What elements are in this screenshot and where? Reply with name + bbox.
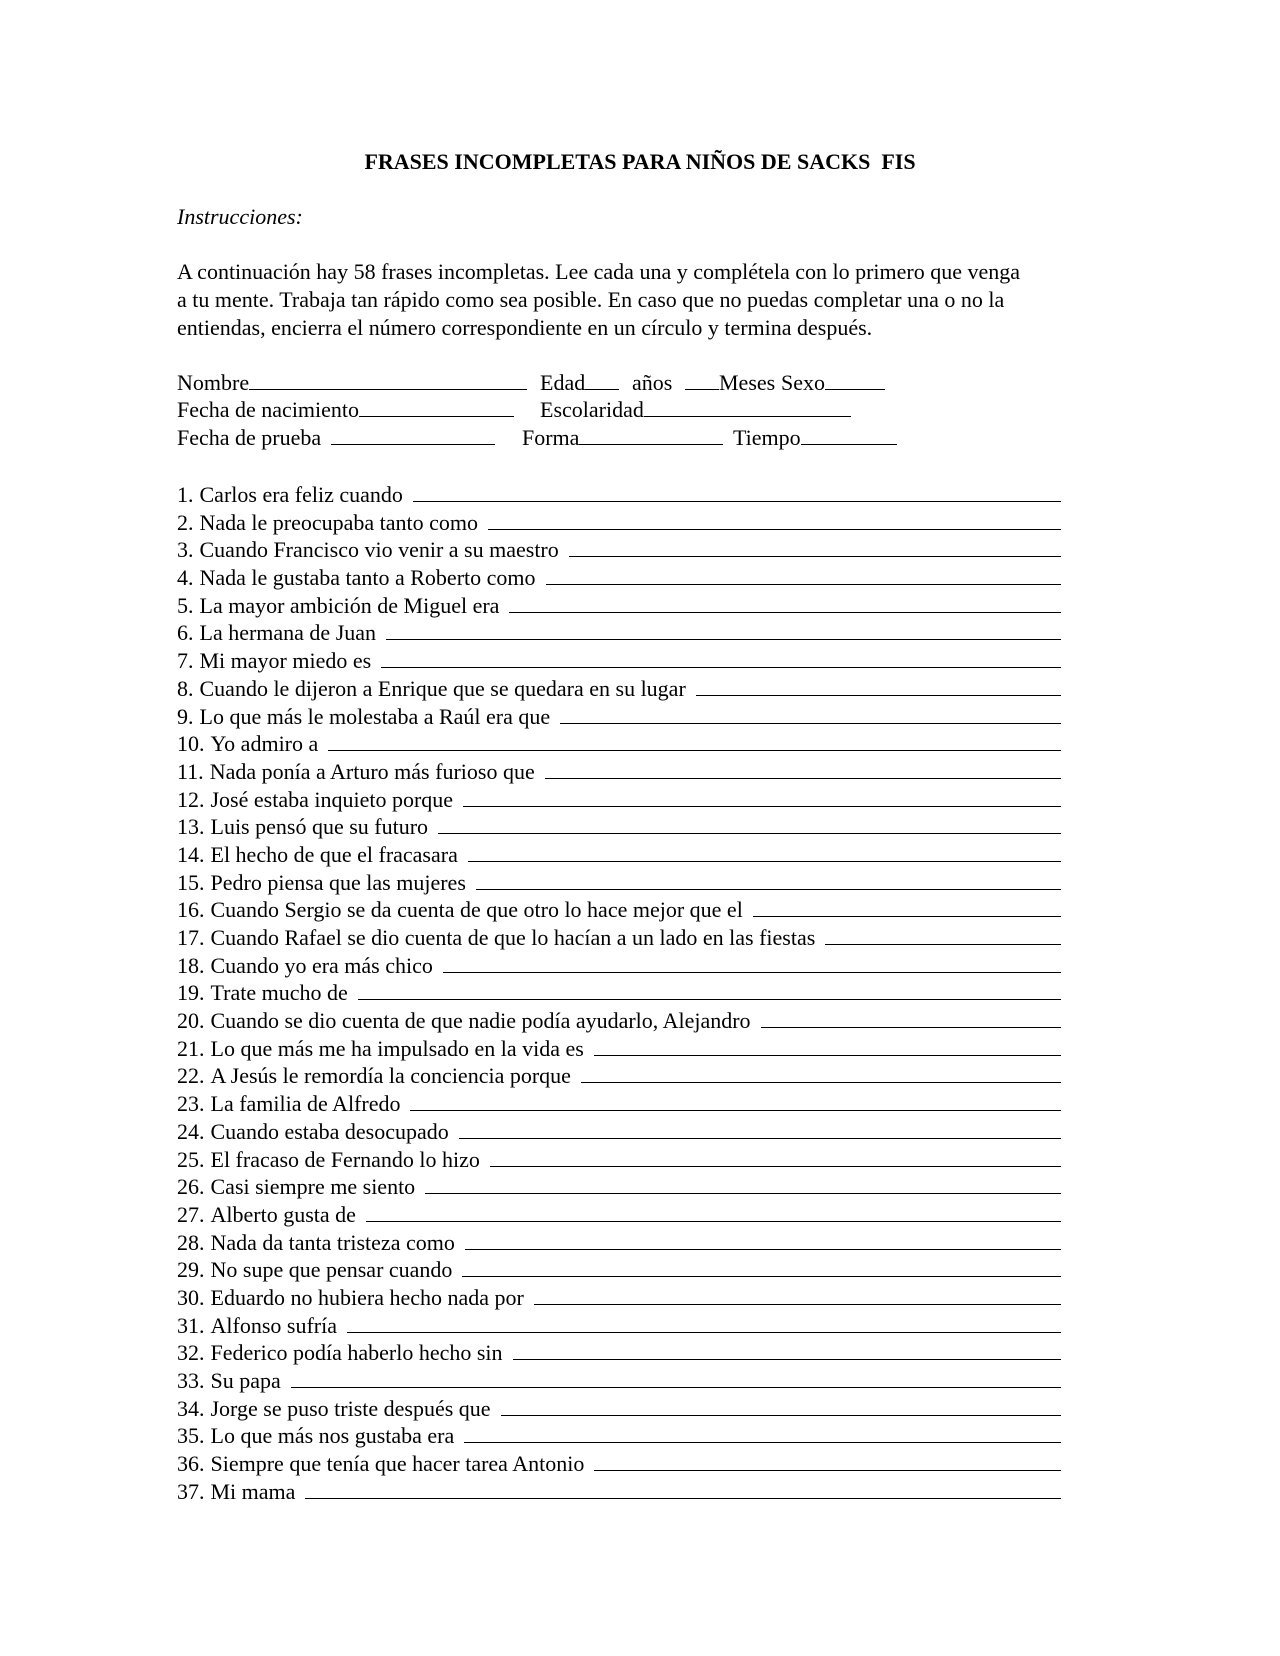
list-item: [177, 1478, 1061, 1506]
answer-blank[interactable]: [459, 1119, 1061, 1139]
fecha-nacimiento-blank[interactable]: [359, 396, 514, 417]
fecha-prueba-label: Fecha de prueba: [177, 425, 322, 450]
list-item: [177, 1256, 1061, 1284]
list-item: [177, 675, 1061, 703]
item-text: Lo que más me ha impulsado en la vida es: [210, 1035, 584, 1061]
answer-blank[interactable]: [291, 1368, 1061, 1388]
escolaridad-label: Escolaridad: [540, 397, 644, 422]
escolaridad-blank[interactable]: [644, 396, 851, 417]
list-item: [177, 841, 1061, 869]
list-item: [177, 1173, 1061, 1201]
item-number: 37.: [177, 1478, 205, 1504]
item-text: José estaba inquieto porque: [210, 786, 454, 812]
item-text: Siempre que tenía que hacer tarea Antonio: [210, 1451, 585, 1477]
edad-label: Edad: [540, 370, 586, 395]
answer-blank[interactable]: [546, 565, 1061, 585]
answer-blank[interactable]: [513, 1340, 1061, 1360]
item-text: Jorge se puso triste después que: [210, 1395, 491, 1421]
item-text: Eduardo no hubiera hecho nada por: [210, 1284, 524, 1310]
sexo-field[interactable]: [781, 369, 885, 397]
list-item: [177, 869, 1061, 897]
fecha-nacimiento-label: Fecha de nacimiento: [177, 397, 360, 422]
item-number: 15.: [177, 869, 205, 895]
answer-blank[interactable]: [501, 1396, 1061, 1416]
item-number: 16.: [177, 897, 205, 923]
list-item: [177, 481, 1061, 509]
item-number: 21.: [177, 1035, 205, 1061]
list-item: [177, 1201, 1061, 1229]
fecha-prueba-field[interactable]: [177, 424, 495, 452]
item-text: Cuando estaba desocupado: [210, 1118, 449, 1144]
answer-blank[interactable]: [425, 1174, 1061, 1194]
list-item: [177, 703, 1061, 731]
anos-field: [632, 369, 672, 397]
instructions-line: a tu mente. Trabaja tan rápido como sea posible. En caso que no puedas completar una o no la: [177, 287, 1005, 312]
item-text: Pedro piensa que las mujeres: [210, 869, 466, 895]
item-number: 3.: [177, 537, 194, 563]
instructions-line: A continuación hay 58 frases incompletas. Lee cada una y complétela con lo primero que venga: [177, 259, 1021, 284]
anos-label: años: [632, 370, 673, 395]
item-text: Luis pensó que su futuro: [210, 814, 429, 840]
item-text: Cuando le dijeron a Enrique que se quedara en su lugar: [199, 675, 686, 701]
list-item: [177, 979, 1061, 1007]
item-text: Alberto gusta de: [210, 1201, 356, 1227]
list-item: [177, 786, 1061, 814]
meses-field[interactable]: [685, 369, 775, 397]
answer-blank[interactable]: [761, 1008, 1061, 1028]
page-title: FRASES INCOMPLETAS PARA NIÑOS DE SACKS FIS: [364, 149, 916, 174]
forma-field[interactable]: [522, 424, 723, 452]
item-text: Casi siempre me siento: [210, 1174, 416, 1200]
item-number: 28.: [177, 1229, 205, 1255]
list-item: [177, 1284, 1061, 1312]
answer-blank[interactable]: [753, 897, 1061, 917]
fecha-nacimiento-field[interactable]: [177, 396, 514, 424]
forma-label: Forma: [522, 425, 580, 450]
list-item: [177, 536, 1061, 564]
nombre-field[interactable]: [177, 369, 527, 397]
edad-blank[interactable]: [585, 369, 619, 390]
sentence-list: [177, 481, 1061, 1505]
item-text: Cuando Rafael se dio cuenta de que lo hacían a un lado en las fiestas: [210, 925, 816, 950]
list-item: [177, 813, 1061, 841]
item-number: 2.: [177, 509, 194, 535]
list-item: [177, 509, 1061, 537]
answer-blank[interactable]: [560, 704, 1061, 724]
answer-blank[interactable]: [386, 620, 1061, 640]
list-item: [177, 1118, 1061, 1146]
item-number: 1.: [177, 482, 194, 507]
answer-blank[interactable]: [488, 510, 1061, 530]
item-text: Cuando Francisco vio venir a su maestro: [199, 537, 559, 563]
forma-blank[interactable]: [579, 424, 723, 445]
answer-blank[interactable]: [328, 731, 1061, 751]
list-item: [177, 952, 1061, 980]
list-item: [177, 1312, 1061, 1340]
list-item: [177, 1007, 1061, 1035]
item-number: 26.: [177, 1174, 205, 1200]
item-number: 24.: [177, 1118, 205, 1144]
item-text: Federico podía haberlo hecho sin: [210, 1340, 503, 1366]
answer-blank[interactable]: [366, 1202, 1061, 1222]
list-item: [177, 1422, 1061, 1450]
list-item: [177, 924, 1061, 952]
item-number: 27.: [177, 1201, 205, 1227]
item-number: 29.: [177, 1257, 205, 1283]
answer-blank[interactable]: [594, 1036, 1061, 1056]
item-text: Mi mama: [210, 1478, 296, 1504]
instructions-line: entiendas, encierra el número correspondiente en un círculo y termina después.: [177, 315, 873, 340]
item-number: 34.: [177, 1395, 205, 1421]
answer-blank[interactable]: [410, 1091, 1061, 1111]
list-item: [177, 592, 1061, 620]
meses-blank[interactable]: [685, 369, 719, 390]
meses-label: Meses: [719, 370, 776, 395]
item-text: Cuando Sergio se da cuenta de que otro lo hace mejor que el: [210, 897, 743, 923]
item-number: 9.: [177, 703, 194, 729]
item-text: Mi mayor miedo es: [199, 648, 372, 674]
answer-blank[interactable]: [305, 1479, 1061, 1499]
item-text: Nada da tanta tristeza como: [210, 1229, 455, 1255]
answer-blank[interactable]: [825, 925, 1061, 945]
item-text: A Jesús le remordía la conciencia porque: [210, 1063, 571, 1089]
escolaridad-field[interactable]: [540, 396, 851, 424]
item-text: La mayor ambición de Miguel era: [199, 592, 500, 618]
item-number: 23.: [177, 1091, 205, 1117]
list-item: [177, 1146, 1061, 1174]
item-number: 32.: [177, 1340, 205, 1366]
item-text: Lo que más le molestaba a Raúl era que: [199, 703, 551, 729]
item-text: Lo que más nos gustaba era: [210, 1423, 455, 1449]
item-text: La hermana de Juan: [199, 620, 377, 646]
item-text: No supe que pensar cuando: [210, 1257, 453, 1283]
item-number: 6.: [177, 620, 194, 646]
item-number: 11.: [177, 758, 204, 784]
item-number: 35.: [177, 1423, 205, 1449]
list-item: [177, 1367, 1061, 1395]
item-number: 30.: [177, 1284, 205, 1310]
list-item: [177, 730, 1061, 758]
item-text: Cuando se dio cuenta de que nadie podía ayudarlo, Alejandro: [210, 1008, 751, 1034]
item-number: 13.: [177, 814, 205, 840]
list-item: [177, 564, 1061, 592]
item-text: La familia de Alfredo: [210, 1091, 401, 1117]
list-item: [177, 896, 1061, 924]
edad-field[interactable]: [540, 369, 619, 397]
nombre-blank[interactable]: [249, 369, 527, 390]
answer-blank[interactable]: [476, 870, 1061, 890]
item-number: 22.: [177, 1063, 205, 1089]
item-number: 7.: [177, 648, 194, 674]
list-item: [177, 1229, 1061, 1257]
answer-blank[interactable]: [464, 1423, 1061, 1443]
item-number: 8.: [177, 675, 194, 701]
sexo-blank[interactable]: [825, 369, 885, 390]
item-text: Nada le gustaba tanto a Roberto como: [199, 565, 536, 591]
answer-blank[interactable]: [594, 1451, 1061, 1471]
item-text: Alfonso sufría: [210, 1312, 337, 1338]
list-item: [177, 619, 1061, 647]
answer-blank[interactable]: [465, 1230, 1061, 1250]
list-item: [177, 1450, 1061, 1478]
answer-blank[interactable]: [581, 1063, 1061, 1083]
item-text: Su papa: [210, 1368, 281, 1393]
answer-blank[interactable]: [534, 1285, 1061, 1305]
item-number: 5.: [177, 592, 194, 618]
answer-blank[interactable]: [413, 482, 1061, 502]
item-text: El hecho de que el fracasara: [210, 841, 458, 867]
answer-blank[interactable]: [468, 842, 1061, 862]
item-number: 17.: [177, 925, 205, 950]
list-item: [177, 647, 1061, 675]
item-text: Yo admiro a: [210, 731, 319, 757]
answer-blank[interactable]: [358, 980, 1061, 1000]
list-item: [177, 1339, 1061, 1367]
item-text: Cuando yo era más chico: [210, 952, 433, 978]
item-number: 33.: [177, 1368, 205, 1393]
tiempo-blank[interactable]: [801, 424, 897, 445]
nombre-label: Nombre: [177, 370, 250, 395]
list-item: [177, 758, 1061, 786]
item-text: Nada ponía a Arturo más furioso que: [209, 758, 535, 784]
answer-blank[interactable]: [347, 1313, 1061, 1333]
answer-blank[interactable]: [490, 1147, 1061, 1167]
instructions-heading: Instrucciones:: [177, 204, 303, 229]
answer-blank[interactable]: [463, 787, 1061, 807]
list-item: [177, 1090, 1061, 1118]
item-number: 31.: [177, 1312, 205, 1338]
list-item: [177, 1395, 1061, 1423]
answer-blank[interactable]: [545, 759, 1061, 779]
item-number: 20.: [177, 1008, 205, 1034]
list-item: [177, 1035, 1061, 1063]
answer-blank[interactable]: [696, 676, 1061, 696]
item-number: 25.: [177, 1146, 205, 1172]
item-text: Carlos era feliz cuando: [199, 482, 403, 507]
answer-blank[interactable]: [462, 1257, 1061, 1277]
item-number: 10.: [177, 731, 205, 757]
item-number: 36.: [177, 1451, 205, 1477]
tiempo-label: Tiempo: [733, 425, 801, 450]
answer-blank[interactable]: [438, 814, 1061, 834]
tiempo-field[interactable]: [733, 424, 897, 452]
item-number: 12.: [177, 786, 205, 812]
answer-blank[interactable]: [509, 593, 1061, 613]
answer-blank[interactable]: [569, 537, 1061, 557]
item-number: 4.: [177, 565, 194, 591]
item-number: 19.: [177, 980, 205, 1006]
answer-blank[interactable]: [381, 648, 1061, 668]
list-item: [177, 1062, 1061, 1090]
answer-blank[interactable]: [443, 953, 1061, 973]
item-number: 14.: [177, 841, 205, 867]
item-text: Nada le preocupaba tanto como: [199, 509, 479, 535]
instructions-paragraph: [177, 258, 1112, 342]
item-number: 18.: [177, 952, 205, 978]
item-text: El fracaso de Fernando lo hizo: [210, 1146, 480, 1172]
sexo-label: Sexo: [781, 370, 825, 395]
item-text: Trate mucho de: [210, 980, 348, 1006]
fecha-prueba-blank[interactable]: [331, 424, 495, 445]
